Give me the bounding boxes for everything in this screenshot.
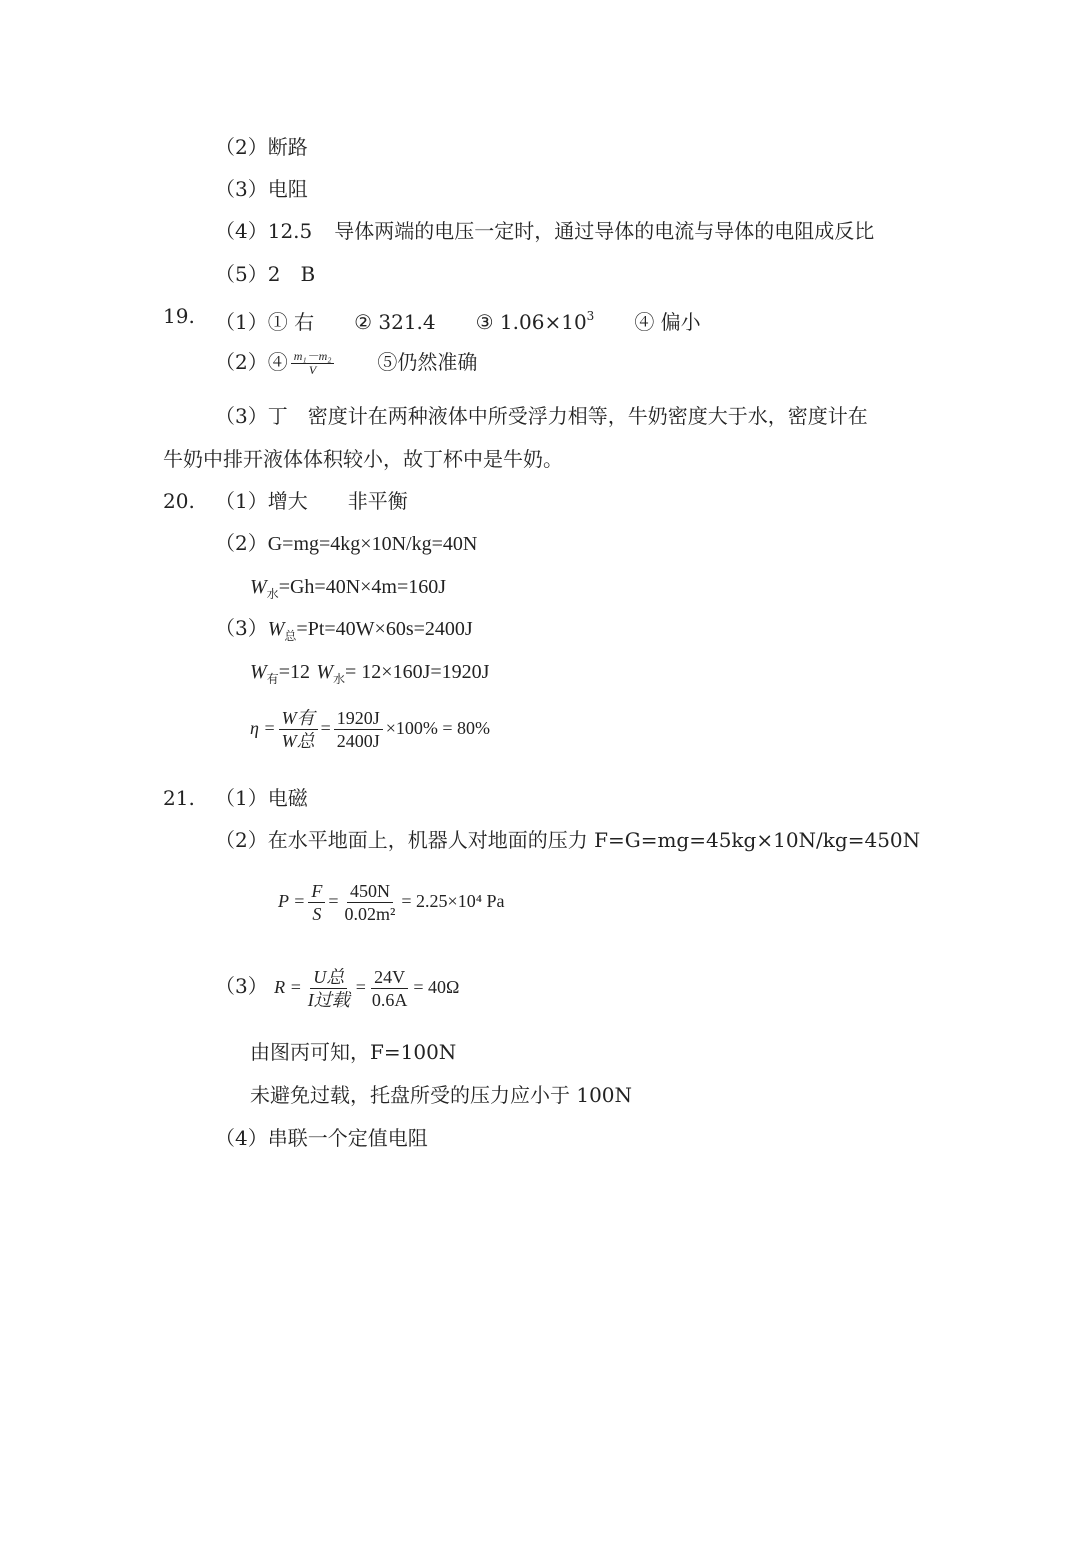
pressure-fraction: [308, 880, 325, 925]
equals-sign: =: [355, 977, 366, 997]
q20-part3-label: （3）: [215, 616, 268, 640]
pressure-value-fraction: [341, 880, 398, 925]
efficiency-fraction: [279, 707, 318, 752]
q19-part1-answer-a: ① 右: [267, 310, 315, 334]
fraction-numerator: 450N: [347, 880, 393, 903]
fraction-numerator: W有: [279, 707, 318, 730]
q18-part4: [215, 217, 874, 245]
q21-number: 21.: [163, 786, 195, 810]
resistance-symbol: R =: [274, 977, 302, 997]
q18-part2: （2）断路: [215, 135, 308, 159]
pressure-result: = 2.25×10⁴ Pa: [401, 891, 505, 911]
q20-water-work: [250, 572, 446, 608]
efficiency-value-fraction: [334, 707, 383, 752]
q19-number: 19.: [163, 304, 195, 328]
q19-part1: [215, 302, 701, 336]
q19-density-fraction: [291, 350, 335, 377]
work-symbol: W: [316, 661, 333, 683]
fraction-numerator: U总: [310, 966, 347, 989]
resistance-fraction: [305, 966, 353, 1011]
work-symbol: W: [267, 618, 285, 640]
q18-part5: （5）2 B: [215, 262, 316, 286]
fraction-denominator: 0.02m²: [344, 904, 396, 925]
q20-part3: [215, 614, 473, 650]
fraction-denominator: S: [312, 904, 322, 925]
work-symbol: W: [250, 661, 267, 683]
q21-part3: [215, 958, 459, 1015]
q19-part2-answer: ⑤仍然准确: [377, 350, 478, 374]
fraction-denominator: I过载: [307, 990, 350, 1011]
q20-useful-work-equation: = 12×160J=1920J: [345, 661, 490, 683]
useful-work-factor: =12: [278, 661, 310, 683]
fraction-numerator: m₁－m₂: [291, 350, 335, 364]
q19-part2-label: （2）④: [215, 350, 288, 374]
equals-sign: =: [320, 718, 331, 738]
fraction-numerator: 24V: [371, 966, 408, 989]
fraction-numerator: 1920J: [334, 707, 383, 730]
work-symbol: W: [250, 576, 267, 598]
q20-total-work-equation: =Pt=40W×60s=2400J: [296, 618, 473, 640]
q19-part2: [215, 348, 477, 377]
pressure-symbol: P =: [278, 891, 306, 911]
efficiency-symbol: η =: [250, 718, 276, 738]
fraction-denominator: 0.6A: [371, 990, 408, 1011]
q21-part2: （2）在水平地面上，机器人对地面的压力 F=G=mg=45kg×10N/kg=450N: [215, 828, 921, 852]
work-subscript: 水: [333, 672, 346, 686]
work-subscript: 水: [266, 587, 279, 601]
q19-part1-answer-d: ④ 偏小: [634, 310, 701, 334]
fraction-numerator: F: [308, 880, 325, 903]
efficiency-result: ×100% = 80%: [385, 718, 491, 738]
q19-part1-label: （1）: [215, 310, 268, 334]
fraction-denominator: W总: [281, 731, 315, 752]
q19-part1-answer-b: ② 321.4: [354, 310, 436, 334]
q19-part3-line2: 牛奶中排开液体体积较小，故丁杯中是牛奶。: [163, 447, 563, 471]
resistance-value-fraction: [369, 966, 411, 1011]
q19-part3-line1: （3）丁 密度计在两种液体中所受浮力相等，牛奶密度大于水，密度计在: [215, 404, 868, 428]
q18-part4-value: （4）12.5: [215, 219, 313, 243]
q19-exponent: 3: [586, 309, 595, 323]
q20-part2-label: （2）: [215, 531, 268, 555]
q20-water-work-equation: =Gh=40N×4m=160J: [278, 576, 447, 598]
q19-part1-answer-c: ③ 1.06×10: [475, 310, 587, 334]
q21-pressure-formula: [278, 874, 504, 928]
q20-useful-work: [250, 657, 489, 693]
q21-part3-label: （3）: [215, 974, 268, 998]
q18-part3: （3）电阻: [215, 177, 308, 201]
work-subscript: 总: [284, 629, 297, 643]
q18-part4-conclusion: 导体两端的电压一定时，通过导体的电流与导体的电阻成反比: [334, 219, 875, 243]
q20-efficiency-formula: [250, 706, 490, 752]
fraction-denominator: 2400J: [336, 731, 380, 752]
work-subscript: 有: [266, 672, 279, 686]
q21-overload-conclusion: 未避免过载，托盘所受的压力应小于 100N: [250, 1083, 633, 1107]
q21-part4: （4）串联一个定值电阻: [215, 1126, 428, 1150]
resistance-result: = 40Ω: [413, 977, 460, 997]
equals-sign: =: [328, 891, 339, 911]
q20-gravity-equation: G=mg=4kg×10N/kg=40N: [267, 533, 478, 555]
q20-part2: [215, 529, 477, 558]
q21-resistance-formula: [274, 967, 460, 1011]
fraction-denominator: V: [308, 363, 317, 377]
q21-graph-reading: 由图丙可知，F=100N: [250, 1040, 457, 1064]
q20-number: 20.: [163, 489, 195, 513]
q20-part1: （1）增大 非平衡: [215, 489, 408, 513]
q21-part1: （1）电磁: [215, 786, 308, 810]
